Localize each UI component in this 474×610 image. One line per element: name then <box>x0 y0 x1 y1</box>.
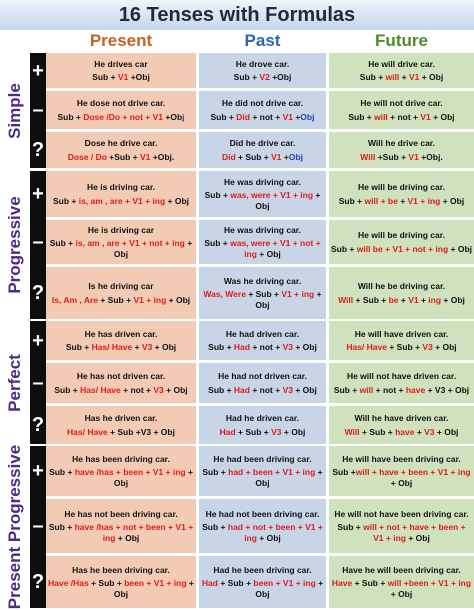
formula <box>331 578 472 599</box>
formula <box>57 112 184 123</box>
formula <box>201 238 324 259</box>
formula-token: Did <box>221 151 236 162</box>
cell-future <box>329 321 474 360</box>
formula-token: + Obj <box>255 190 321 211</box>
cell-past <box>199 499 326 553</box>
formula-token: Obj <box>300 111 315 122</box>
formula-token: Sub + <box>49 467 75 478</box>
formula-token: Dose /Do + not + V1 <box>83 111 164 122</box>
formula-token: have /has + been + V1 + ing <box>74 467 186 478</box>
minus-sign: – <box>32 372 44 394</box>
formula-token: + Obj <box>434 426 459 437</box>
formula-token: Has/ Have <box>346 342 387 352</box>
cell-present <box>46 171 196 217</box>
formula-token: was, were + V1 + not + ing <box>230 238 321 259</box>
example-sentence: He drives car <box>94 58 148 69</box>
formula <box>68 152 175 163</box>
cell-present <box>46 132 196 168</box>
cell-future <box>329 132 474 168</box>
formula-token: was, were <box>230 190 271 201</box>
formula-token: Did <box>236 111 250 122</box>
example-sentence: He has not been driving car. <box>64 508 178 519</box>
formula <box>53 196 189 207</box>
formula-token: Has/ Have <box>91 342 133 352</box>
formula-token: had + been + V1 + ing <box>228 467 316 478</box>
formula-token: + Obj <box>165 195 190 206</box>
formula-token: + <box>418 294 429 305</box>
formula <box>48 578 194 599</box>
formula-token: + Sub + <box>98 294 134 305</box>
cell-past <box>199 171 326 217</box>
formula <box>334 385 469 396</box>
example-sentence: Will he drive car. <box>367 138 435 148</box>
formula-token: is, am , are <box>78 195 123 206</box>
formula-token: V3 <box>424 426 435 437</box>
formula-token: Is, Am , Are <box>51 294 98 305</box>
formula-token: will <box>374 111 388 122</box>
formula-token: Sub + <box>338 195 365 206</box>
cell-present <box>46 321 196 360</box>
formula-token: Sub + <box>348 111 375 122</box>
formula-token: Sub + <box>359 72 386 82</box>
formula <box>208 342 317 353</box>
group-label-progressive <box>0 171 30 319</box>
formula-token: + Obj <box>390 588 413 599</box>
formula <box>201 578 324 599</box>
formula-token: + Sub + <box>353 294 389 305</box>
formula-token: + Obj <box>405 532 430 543</box>
group-label-perfect <box>0 321 30 444</box>
cell-present <box>46 220 196 264</box>
cell-future <box>329 171 474 217</box>
formula-token: is, am , are + V1 + not + ing <box>75 238 185 249</box>
question-sign: ? <box>31 571 45 593</box>
cell-past <box>199 363 326 403</box>
group-label-text: Simple <box>5 82 24 139</box>
formula <box>201 289 324 310</box>
formula-token: + Sub + <box>352 578 388 589</box>
formula-token: + Obj <box>163 384 188 395</box>
formula-token: + Sub + <box>386 342 423 352</box>
formula-token: + Sub + <box>359 426 396 437</box>
formula-token: V3 <box>282 342 293 352</box>
formula-token: + not + <box>249 111 283 122</box>
formula-token: Will <box>360 151 376 162</box>
cell-past <box>199 267 326 319</box>
formula <box>67 427 175 438</box>
formula-token: +Obj <box>128 72 150 82</box>
cell-present <box>46 91 196 129</box>
formula-token: + Sub +V3 + Obj <box>107 426 175 437</box>
cell-present <box>46 267 196 319</box>
formula-token: Sub + <box>204 238 231 249</box>
formula-token: Have <box>331 578 353 589</box>
example-sentence: Will he be driving car. <box>357 281 446 291</box>
formula-token: will <box>385 72 400 82</box>
formula-token: Will <box>338 294 354 305</box>
formula <box>331 522 472 543</box>
formula-token: V3 <box>153 384 164 395</box>
group-label-text: Progressive <box>5 196 24 294</box>
cell-past <box>199 321 326 360</box>
formula-token: V3 <box>271 426 282 437</box>
group-label-simple <box>0 53 30 168</box>
formula-token: + <box>399 72 409 82</box>
formula-token: +Obj. <box>150 151 175 162</box>
page-title: 16 Tenses with Formulas <box>0 0 474 30</box>
example-sentence: He will drive car. <box>368 58 435 69</box>
formula-token: be <box>388 294 399 305</box>
formula-token: + not + <box>373 384 406 395</box>
example-sentence: He is driving car. <box>86 182 156 192</box>
formula <box>331 244 472 255</box>
formula-token: + Sub + <box>235 426 272 437</box>
formula-token: V3 <box>422 342 433 352</box>
cell-future <box>329 556 474 608</box>
formula-token: Was, Were <box>203 289 246 300</box>
formula-token: Sub + <box>204 190 231 201</box>
example-sentence: He has driven car. <box>84 328 158 339</box>
formula-token: + Obj <box>255 578 324 599</box>
formula-token: + Obj <box>448 243 473 254</box>
formula-token: Had <box>219 426 236 437</box>
example-sentence: Was he driving car. <box>223 275 302 286</box>
formula-token: V1 + ing <box>281 289 315 300</box>
formula-token: V1 <box>271 151 282 162</box>
example-sentence: Had he driven car. <box>225 413 300 423</box>
formula-token: have <box>395 426 415 437</box>
formula-token: + Obj <box>256 532 281 543</box>
formula <box>201 190 324 211</box>
example-sentence: He drove car. <box>235 58 290 69</box>
question-sign: ? <box>31 282 45 304</box>
example-sentence: He had not driven car. <box>218 371 307 381</box>
formula <box>201 522 324 543</box>
cell-present <box>46 363 196 403</box>
formula <box>234 72 292 83</box>
formula-token: Sub + <box>202 522 228 533</box>
cell-present <box>46 446 196 496</box>
formula-token: V1 <box>140 151 151 162</box>
formula-token: Sub + <box>92 72 118 82</box>
formula-token: Had <box>201 578 218 589</box>
formula-token: V1 <box>408 151 419 162</box>
formula <box>54 385 187 396</box>
formula-token: V1 <box>282 111 293 122</box>
example-sentence: He had not been driving car. <box>205 508 320 519</box>
formula-token: + Obj <box>292 342 317 352</box>
formula <box>220 427 306 438</box>
plus-sign: + <box>32 460 44 482</box>
example-sentence: He was driving car. <box>223 176 301 187</box>
example-sentence: Dose he drive car. <box>84 138 158 148</box>
cell-future <box>329 220 474 264</box>
cell-present <box>46 499 196 553</box>
formula-token: Sub + <box>54 384 81 395</box>
formula <box>360 72 443 83</box>
plus-sign: + <box>32 329 44 352</box>
formula-token: + Sub + <box>245 289 282 300</box>
column-header-past: Past <box>244 31 281 50</box>
example-sentence: Has he been driving car. <box>72 564 170 575</box>
formula-token: + <box>132 342 142 352</box>
formula-token: Sub + <box>233 72 260 82</box>
formula <box>92 72 150 83</box>
formula <box>208 385 317 396</box>
formula <box>339 196 464 207</box>
formula-token: will + not + have + been + V1 + ing <box>363 522 466 543</box>
formula-token: will + have + been + V1 + ing <box>355 467 471 478</box>
group-label-present-progressive <box>0 446 30 608</box>
formula-token: +Sub + <box>375 151 409 162</box>
formula-token: + Obj <box>166 294 191 305</box>
minus-sign: – <box>32 231 44 253</box>
cell-future <box>329 406 474 444</box>
cell-past <box>199 53 326 88</box>
formula-token: + Obj <box>152 342 177 352</box>
formula-token: Sub + <box>337 522 364 533</box>
formula-token: + not + <box>249 384 283 395</box>
formula-token: + Obj <box>281 426 306 437</box>
formula-token: ing <box>428 294 442 305</box>
cell-past <box>199 556 326 608</box>
example-sentence: Did he drive car. <box>229 138 296 148</box>
group-label-text: Perfect <box>5 353 24 412</box>
formula <box>338 295 465 306</box>
formula-token: + V3 + Obj <box>425 384 470 395</box>
formula-token: + not + <box>387 111 421 122</box>
formula-token: Sub + <box>49 238 76 249</box>
formula-token: + Sub + <box>88 578 125 589</box>
formula-token: Sub + <box>48 522 75 533</box>
formula-token: + not + <box>120 384 154 395</box>
formula-token: + V1 + ing <box>270 190 314 201</box>
cell-future <box>329 446 474 496</box>
formula-token: + Sub + <box>235 151 272 162</box>
formula-token: V1 <box>408 294 419 305</box>
formula-token: + <box>414 426 425 437</box>
formula-token: will +been + V1 + ing <box>387 578 472 589</box>
formula-token: +Obj <box>269 72 292 82</box>
formula-token: + Obj <box>113 467 193 488</box>
example-sentence: He has been driving car. <box>72 453 170 464</box>
formula-token: + <box>292 111 301 122</box>
column-header-present: Present <box>89 31 153 50</box>
example-sentence: He was driving car. <box>223 224 301 235</box>
example-sentence: Had he been driving car. <box>213 564 312 575</box>
formula <box>331 467 472 488</box>
cell-past <box>199 406 326 444</box>
formula-token: had + not + been + V1 + ing <box>227 522 323 543</box>
formula <box>48 467 194 488</box>
formula-token: + Obj <box>115 532 140 543</box>
formula-token: j <box>182 111 185 122</box>
formula <box>211 112 315 123</box>
formula-token: + Obj <box>256 248 281 259</box>
example-sentence: He had been driving car. <box>213 453 312 464</box>
formula-token: +Sub + <box>106 151 140 162</box>
formula-token: been + V1 + ing <box>124 578 187 589</box>
formula-token: Sub + <box>210 111 237 122</box>
formula-token: V2 <box>259 72 270 82</box>
example-sentence: He had driven car. <box>225 328 300 339</box>
formula <box>48 522 194 543</box>
formula-token: + Obj <box>441 294 465 305</box>
formula-token: Sub + <box>202 467 229 478</box>
formula-token: Had <box>233 342 250 352</box>
example-sentence: Will he have driven car. <box>354 413 449 423</box>
formula-token: Sub + <box>57 111 84 122</box>
cell-past <box>199 91 326 129</box>
formula-token: Sub + <box>52 195 79 206</box>
formula <box>346 342 456 353</box>
group-label-text: Present Progressive <box>5 444 24 610</box>
formula-token: + Sub + <box>217 578 254 589</box>
formula-token: + Obj <box>390 477 413 488</box>
formula-token: + Obj <box>113 578 194 599</box>
question-sign: ? <box>31 414 45 436</box>
cell-future <box>329 267 474 319</box>
formula-token: Sub + <box>208 384 234 395</box>
formula-token: + <box>281 151 289 162</box>
column-header-future: Future <box>375 31 428 50</box>
formula-token: Sub + <box>332 467 356 478</box>
formula-token: been + V1 + ing <box>253 578 316 589</box>
formula-token: + not + <box>249 342 283 352</box>
formula-token: V1 <box>420 111 431 122</box>
formula <box>345 427 459 438</box>
formula-token: will + be <box>364 195 398 206</box>
formula-token: + Obj <box>432 342 457 352</box>
formula-token: + Obj <box>419 72 444 82</box>
example-sentence: He will be driving car. <box>358 182 445 192</box>
formula-token: will <box>359 384 374 395</box>
formula-token: + Obj <box>430 111 455 122</box>
formula-token: +Ob <box>163 111 183 122</box>
minus-sign: – <box>32 515 44 537</box>
question-sign: ? <box>31 139 45 161</box>
formula-token: Sub + <box>333 384 360 395</box>
formula <box>201 467 324 488</box>
plus-sign: + <box>32 59 44 82</box>
formula-token: V3 <box>141 342 153 352</box>
example-sentence: He will have driven car. <box>354 328 449 339</box>
formula-token: Sub + <box>65 342 92 352</box>
minus-sign: – <box>32 99 44 121</box>
formula-token: Dose / Do <box>67 151 107 162</box>
formula-token: + <box>398 294 409 305</box>
formula-token: + Obj <box>292 384 317 395</box>
formula-token: V3 <box>282 384 293 395</box>
cell-present <box>46 556 196 608</box>
cell-future <box>329 91 474 129</box>
example-sentence: Has he driven car. <box>84 413 158 423</box>
example-sentence: He will not drive car. <box>360 98 443 108</box>
cell-future <box>329 53 474 88</box>
example-sentence: Is he driving car <box>88 281 154 291</box>
formula-token: will be + V1 + not + ing <box>356 243 449 254</box>
formula-token: Will <box>344 426 360 437</box>
formula-token: V1 + ing <box>407 195 441 206</box>
formula-token: Sub + <box>331 243 357 254</box>
formula-token: + <box>397 195 408 206</box>
formula-token: V1 <box>117 72 129 82</box>
formula <box>348 112 454 123</box>
formula <box>360 152 442 163</box>
example-sentence: He will have been driving car. <box>342 453 461 464</box>
example-sentence: He will be driving car. <box>358 230 445 240</box>
cell-present <box>46 53 196 88</box>
formula-token: have <box>405 384 426 395</box>
formula-token: Has/ Have <box>67 426 108 437</box>
formula <box>52 295 190 306</box>
plus-sign: + <box>32 183 44 205</box>
formula-token: Had <box>233 384 250 395</box>
example-sentence: He will not have been driving car. <box>334 508 469 519</box>
example-sentence: He did not drive car. <box>221 98 304 108</box>
formula-token: + Obj <box>113 238 193 259</box>
formula-token: V1 + ing <box>133 294 167 305</box>
formula-token: Sub + <box>208 342 234 352</box>
formula <box>48 238 194 259</box>
cell-past <box>199 446 326 496</box>
formula <box>222 152 303 163</box>
cell-past <box>199 132 326 168</box>
example-sentence: He has not driven car. <box>76 371 166 381</box>
formula-token: + V1 + ing <box>122 195 166 206</box>
formula-token: +Obj. <box>418 151 443 162</box>
cell-present <box>46 406 196 444</box>
formula-token: + Obj <box>255 289 322 310</box>
example-sentence: He will not have driven car. <box>346 371 457 381</box>
formula-token: + Obj <box>255 467 323 488</box>
formula-token: V1 <box>408 72 420 82</box>
example-sentence: He is driving car <box>87 224 155 235</box>
cell-future <box>329 499 474 553</box>
formula-token: Obj <box>288 151 304 162</box>
formula-token: Have /Has <box>48 578 89 589</box>
formula-token: have /has + not + been + V1 + ing <box>74 522 194 543</box>
formula-token: Has/ Have <box>80 384 121 395</box>
example-sentence: He dose not drive car. <box>76 98 166 108</box>
formula <box>66 342 176 353</box>
cell-future <box>329 363 474 403</box>
example-sentence: Have he will been driving car. <box>342 564 461 575</box>
formula-token: + Obj <box>440 195 465 206</box>
cell-past <box>199 220 326 264</box>
